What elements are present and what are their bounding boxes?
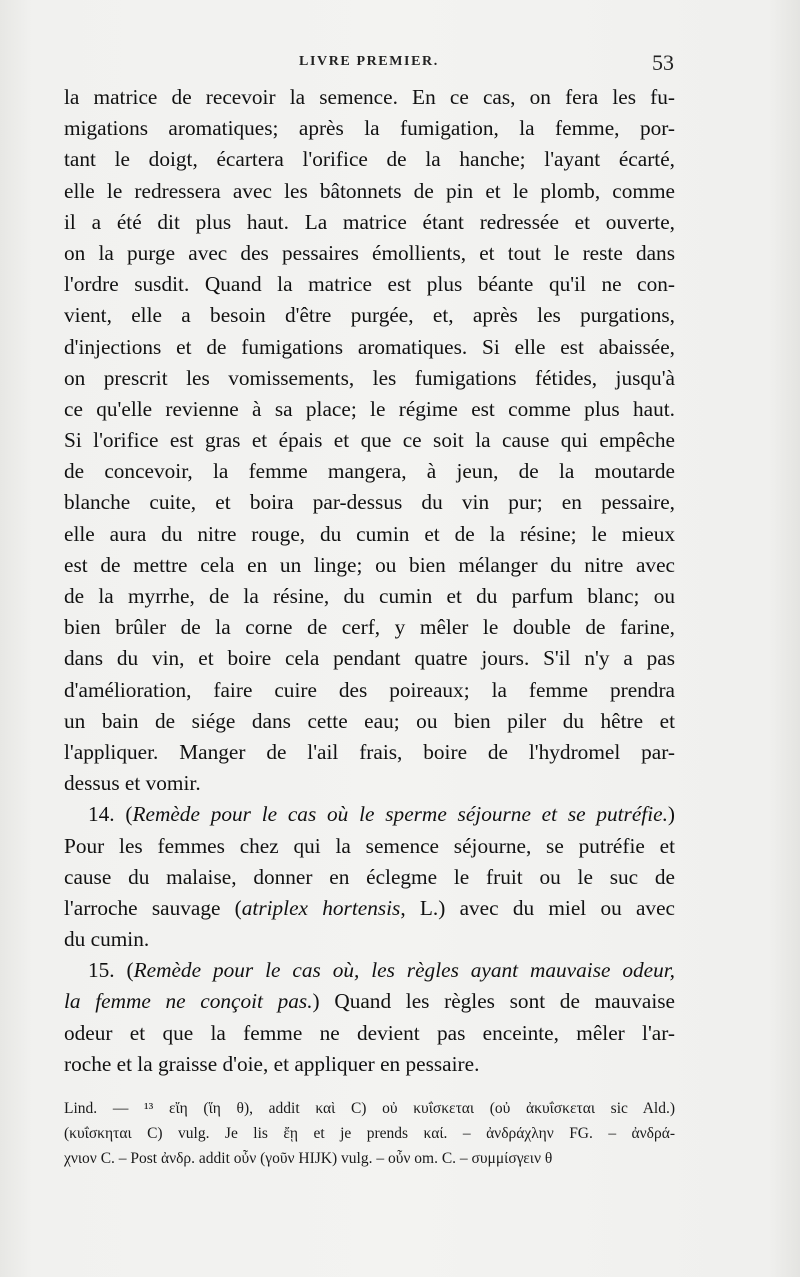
species-name: atriplex hortensis [241,895,401,920]
section-number: 14. [88,802,115,827]
section-15-heading [64,955,675,986]
running-title: LIVRE PREMIER. [299,54,439,69]
text-line: vient, elle a besoin d'être purgée, et, après les purgations, [64,303,675,328]
running-head [64,52,674,76]
text-run: , L.) avec du miel ou avec [400,895,675,920]
footnote-line: χνιον C. – Post ἀνδρ. addit οὖν (γοῦν HIJK) vulg. – οὖν om. C. – συμμίσγειν θ [64,1150,553,1167]
text-line: est de mettre cela en un linge; ou bien mélanger du nitre avec [64,552,675,577]
text-line: cause du malaise, donner en éclegme le fruit ou le suc de [64,864,675,889]
text-line [64,893,675,924]
text-line: de la myrrhe, de la résine, du cumin et du parfum blanc; ou [64,584,675,608]
text-line: odeur et que la femme ne devient pas enceinte, mêler l'ar- [64,1020,675,1045]
text-line: l'ordre susdit. Quand la matrice est plus béante qu'il ne con- [64,272,675,297]
section-title: Remède pour le cas où le sperme séjourne et se putréfie. [132,802,668,827]
section-title: Remède pour le cas où, les règles ayant mauvaise odeur, [133,958,675,983]
text-run: l'arroche sauvage ( [64,895,242,920]
text-line: un bain de siége dans cette eau; ou bien piler du hêtre et [64,708,675,733]
section-14-heading [64,799,675,830]
text-line: migations aromatiques; après la fumigation, la femme, por- [64,116,675,141]
text-line: blanche cuite, et boira par-dessus du vin pur; en pessaire, [64,490,675,515]
text-line: Si l'orifice est gras et épais et que ce soit la cause qui empêche [64,428,675,453]
paren-open: ( [125,802,133,827]
text-line: du cumin. [64,927,150,952]
text-line: bien brûler de la corne de cerf, y mêler le double de farine, [64,615,675,640]
text-line: de concevoir, la femme mangera, à jeun, de la moutarde [64,459,675,484]
text-line: roche et la graisse d'oie, et appliquer en pessaire. [64,1051,480,1076]
footnote-line: Lind. — ¹³ εἴη (ἵη θ), addit καὶ C) οὐ κυΐσκεται (οὐ ἀκυΐσκεται sic Ald.) [64,1100,675,1117]
paren-close: ) [667,802,675,827]
text-line: tant le doigt, écartera l'orifice de la hanche; l'ayant écarté, [64,147,675,172]
paren-open: ( [126,958,134,983]
text-run: Quand les règles sont de mauvaise [334,989,675,1014]
text-line: la matrice de recevoir la semence. En ce cas, on fera les fu- [64,85,675,109]
text-line: d'amélioration, faire cuire des poireaux; la femme prendra [64,677,675,702]
main-text [64,82,675,1080]
text-line [64,986,675,1017]
text-line: on prescrit les vomissements, les fumigations fétides, jusqu'à [64,365,675,390]
text-line: dessus et vomir. [64,771,201,796]
text-line: on la purge avec des pessaires émollients, et tout le reste dans [64,240,675,265]
section-number: 15. [88,958,115,983]
text-line: d'injections et de fumigations aromatiques. Si elle est abaissée, [64,334,675,359]
text-line: elle aura du nitre rouge, du cumin et de la résine; le mieux [64,521,675,546]
footnote-line: (κυΐσκηται C) vulg. Je lis ἔῃ et je prends καί. – ἀνδράχλην FG. – ἀνδρά- [64,1125,675,1142]
text-line: ce qu'elle revienne à sa place; le régime est comme plus haut. [64,396,675,421]
paren-close: ) [312,989,320,1014]
text-line: Pour les femmes chez qui la semence séjourne, se putréfie et [64,833,675,858]
section-title-cont: la femme ne conçoit pas. [64,989,313,1014]
page-number: 53 [652,50,674,75]
text-line: l'appliquer. Manger de l'ail frais, boire de l'hydromel par- [64,739,675,764]
footnotes [64,1096,675,1171]
text-line: dans du vin, et boire cela pendant quatre jours. S'il n'y a pas [64,646,675,671]
text-line: il a été dit plus haut. La matrice étant redressée et ouverte, [64,209,675,234]
text-line: elle le redressera avec les bâtonnets de pin et le plomb, comme [64,178,675,203]
